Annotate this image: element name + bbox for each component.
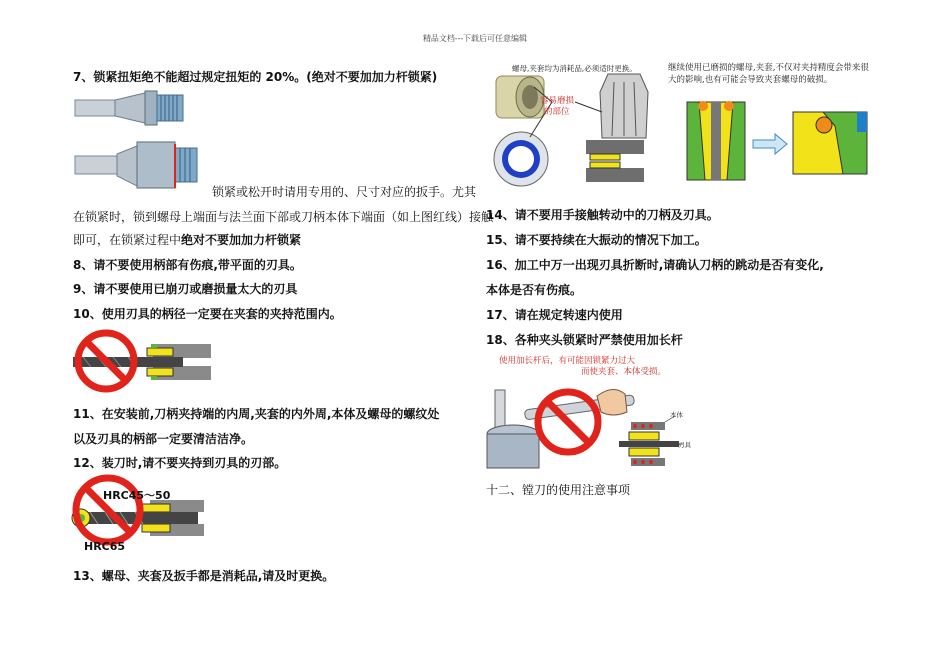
worn-cross-section-image [675, 92, 875, 180]
wear-label-line-1: 容易磨损 [540, 96, 575, 106]
item-11-line-1: 11、在安装前,刀柄夹持端的内周,夹套的内外周,本体及螺母的螺纹处 [73, 407, 440, 421]
tool-holder-image-2 [75, 142, 200, 190]
caption-consumables: 螺母,夹套均为消耗品,必须适时更换。 [512, 64, 637, 73]
blade-clamp-image [70, 472, 205, 554]
item-7-line-3-text: 即可，在锁紧过程中 [73, 233, 182, 247]
section-heading: 十二、镗刀的使用注意事项 [486, 483, 631, 497]
caption-worn-parts: 继续使用已磨损的螺母,夹套,不仅对夹持精度会带来很大的影响,也有可能会导致夹套螺母的破损。 [668, 63, 869, 85]
extension-warning-line-2: 而使夹套、本体受损。 [581, 367, 667, 377]
wear-label-line-2: 的部位 [544, 107, 570, 117]
item-7-title: 7、锁紧扭矩绝不能超过规定扭矩的 20%。(绝对不要加加力杆锁紧) [73, 70, 438, 84]
item-18: 18、各种夹头锁紧时严禁使用加长杆 [486, 333, 683, 347]
item-17: 17、请在规定转速内使用 [486, 308, 623, 322]
item-7-line-3-emphasis: 绝对不要加加力杆锁紧 [181, 233, 302, 247]
item-10: 10、使用刃具的柄径一定要在夹套的夹持范围内。 [73, 307, 342, 321]
item-16-line-1: 16、加工中万一出现刃具折断时,请确认刀柄的跳动是否有变化, [486, 258, 824, 272]
item-14: 14、请不要用手接触转动中的刀柄及刃具。 [486, 208, 719, 222]
item-15: 15、请不要持续在大振动的情况下加工。 [486, 233, 707, 247]
item-13: 13、螺母、夹套及扳手都是消耗品,请及时更换。 [73, 569, 335, 583]
hrc-hardness-bottom: HRC65 [84, 540, 126, 553]
item-7-line-3 [73, 231, 301, 248]
shank-range-image [73, 330, 213, 392]
hrc-hardness-top: HRC45～50 [103, 489, 171, 502]
item-9: 9、请不要使用已崩刃或磨损量太大的刃具 [73, 282, 298, 296]
item-7-line-1: 锁紧或松开时请用专用的、尺寸对应的扳手。尤其 [212, 185, 477, 199]
extension-bar-image [485, 378, 685, 473]
nut-collet-image [490, 72, 660, 192]
item-8: 8、请不要使用柄部有伤痕,带平面的刃具。 [73, 258, 302, 272]
tool-holder-image-1 [75, 87, 195, 129]
label-body: 本体 [670, 411, 683, 419]
item-16-line-2: 本体是否有伤痕。 [486, 283, 583, 297]
label-tool: 刃具 [678, 441, 691, 449]
item-12: 12、装刀时,请不要夹持到刃具的刃部。 [73, 456, 287, 470]
wear-label [540, 96, 574, 118]
item-7-line-2: 在锁紧时，锁到螺母上端面与法兰面下部或刀柄本体下端面（如上图红线）接触 [73, 210, 494, 224]
extension-warning-line-1: 使用加长杆后，有可能因锁紧力过大 [499, 356, 636, 366]
page-header: 精品文档---下载后可任意编辑 [422, 34, 528, 43]
item-11-line-2: 以及刃具的柄部一定要清洁洁净。 [73, 432, 254, 446]
